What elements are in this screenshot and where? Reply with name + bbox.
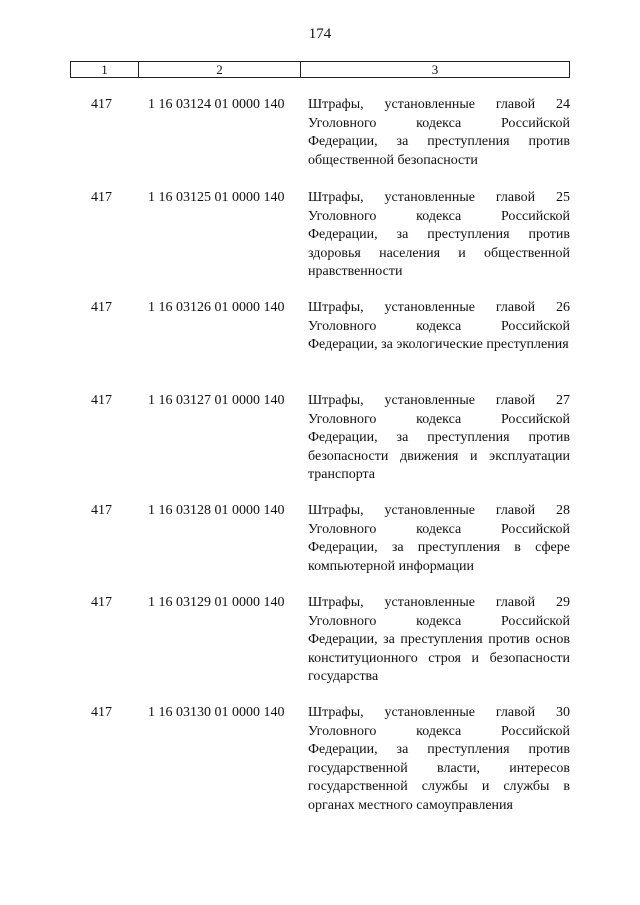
row-description: Штрафы, установленные главой 28 Уголовного кодекса Российской Федерации, за преступления в сфере компьютерной информации bbox=[308, 503, 570, 574]
admin-code: 417 bbox=[91, 190, 112, 205]
budget-code: 1 16 03126 01 0000 140 bbox=[148, 300, 285, 315]
page-number: 174 bbox=[308, 26, 332, 42]
column-header-3: 3 bbox=[431, 62, 439, 77]
budget-code: 1 16 03130 01 0000 140 bbox=[148, 705, 285, 720]
row-description: Штрафы, установленные главой 30 Уголовного кодекса Российской Федерации, за преступления против государственной власти, интересов государственной службы и службы в органах местного самоуправления bbox=[308, 705, 570, 813]
budget-code: 1 16 03124 01 0000 140 bbox=[148, 97, 285, 112]
admin-code: 417 bbox=[91, 97, 112, 112]
row-description: Штрафы, установленные главой 27 Уголовного кодекса Российской Федерации, за преступления против безопасности движения и эксплуатации транспорта bbox=[308, 393, 570, 482]
budget-code: 1 16 03129 01 0000 140 bbox=[148, 595, 285, 610]
admin-code: 417 bbox=[91, 393, 112, 408]
row-description: Штрафы, установленные главой 25 Уголовного кодекса Российской Федерации, за преступления против здоровья населения и общественной нравственности bbox=[308, 190, 570, 279]
row-description: Штрафы, установленные главой 26 Уголовного кодекса Российской Федерации, за экологические преступления bbox=[308, 300, 570, 352]
budget-code: 1 16 03128 01 0000 140 bbox=[148, 503, 285, 518]
column-header-row bbox=[70, 61, 570, 78]
row-description: Штрафы, установленные главой 24 Уголовного кодекса Российской Федерации, за преступления против общественной безопасности bbox=[308, 97, 570, 168]
admin-code: 417 bbox=[91, 705, 112, 720]
column-header-1: 1 bbox=[71, 62, 139, 77]
column-header-2: 2 bbox=[139, 62, 301, 77]
row-description: Штрафы, установленные главой 29 Уголовного кодекса Российской Федерации, за преступления против основ конституционного строя и безопасности государства bbox=[308, 595, 570, 684]
budget-code: 1 16 03125 01 0000 140 bbox=[148, 190, 285, 205]
admin-code: 417 bbox=[91, 503, 112, 518]
admin-code: 417 bbox=[91, 300, 112, 315]
budget-code: 1 16 03127 01 0000 140 bbox=[148, 393, 285, 408]
admin-code: 417 bbox=[91, 595, 112, 610]
